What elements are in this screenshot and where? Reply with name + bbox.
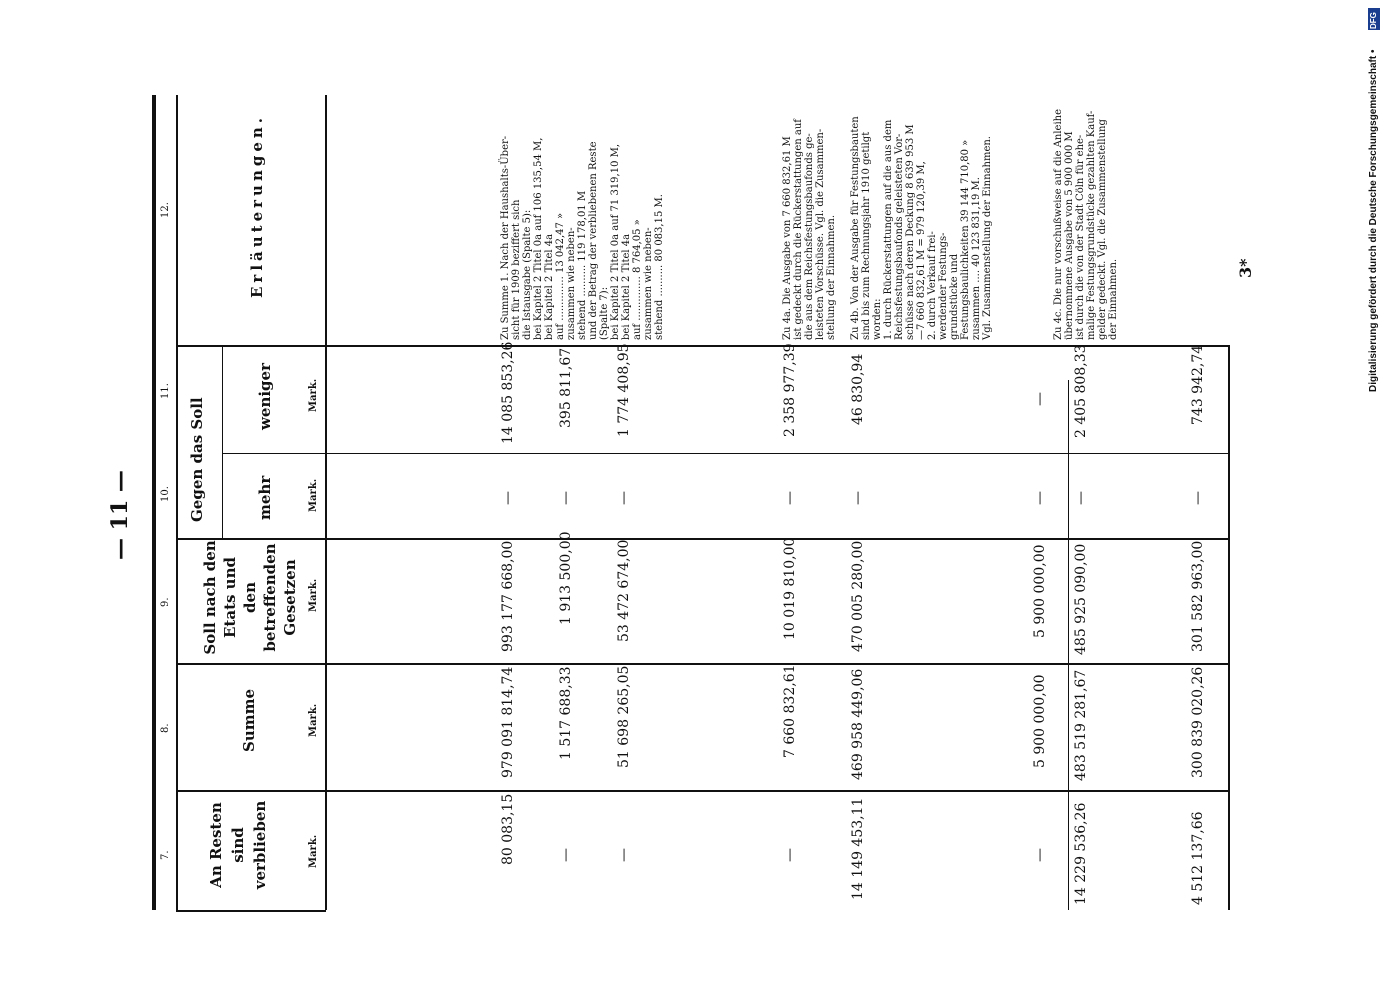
note-line: die aus dem Reichsfestungsbaufonds ge- <box>804 133 815 340</box>
note-line: stehend .......... 80 083,15 M. <box>654 194 665 340</box>
col-title-9: Soll nach den Etats und den betreffenden Gesetzen <box>201 540 299 655</box>
table-top-rule <box>152 95 156 910</box>
note-line: zusammen wie neben- <box>643 227 654 340</box>
unit-7: Mark. <box>308 834 319 868</box>
col-title-11: weniger <box>256 363 274 430</box>
group-rule <box>222 345 223 538</box>
cell-r1-c11: 14 085 853,26 <box>500 341 516 444</box>
unit-9: Mark. <box>308 578 319 612</box>
cell-r4-c11: 2 358 977,39 <box>782 343 798 437</box>
cell-r5-c7: 14 149 453,11 <box>850 797 866 900</box>
col-sep-7-8 <box>176 790 1229 792</box>
col-no-7: 7. <box>160 850 171 860</box>
cell-r5-c9: 470 005 280,00 <box>850 540 866 652</box>
cell-r6-c11: — <box>1032 392 1048 406</box>
note-line: Zu 4b. Von der Ausgabe für Festungsbauten <box>850 116 861 340</box>
note-line: sind bis zum Rechnungsjahr 1910 getilgt <box>861 131 872 340</box>
cell-r2-c11: 395 811,67 <box>558 347 574 428</box>
note-line: grundstücke und <box>949 253 960 340</box>
cell-r2-c7: — <box>558 848 574 862</box>
cell-r8-c11: 743 942,74 <box>1190 344 1206 425</box>
note-line: stehend .......... 119 178,01 M <box>577 190 588 340</box>
cell-r7-c9: 485 925 090,00 <box>1073 543 1089 655</box>
unit-10: Mark. <box>308 478 319 512</box>
note-line: (Spalte 7): <box>599 286 610 340</box>
note-line: 1. durch Rückerstattungen auf die aus dem <box>883 119 894 340</box>
cell-r6-c7: — <box>1032 848 1048 862</box>
dfg-logo: DFG <box>1368 8 1380 30</box>
sum-rule <box>1068 380 1069 910</box>
col-no-9: 9. <box>160 597 171 607</box>
cell-r4-c8: 7 660 832,61 <box>782 664 798 758</box>
note-line: leisteten Vorschüsse. Vgl. die Zusammen- <box>815 128 826 340</box>
digitization-note: Digitalisierung gefördert durch die Deutsche Forschungsgemeinschaft • <box>1368 49 1379 392</box>
note-line: übernommene Ausgabe von 5 900 000 M <box>1064 131 1075 340</box>
note-line: Festungsbaulichkeiten 39 144 710,80 » <box>960 139 971 340</box>
col-no-8: 8. <box>160 723 171 733</box>
cell-r1-c10: — <box>500 491 516 505</box>
cell-r4-c10: — <box>782 491 798 505</box>
note-line: zusammen .... 40 123 831,19 M. <box>971 177 982 340</box>
cell-r1-c7: 80 083,15 <box>500 793 516 865</box>
note-line: —7 660 832,61 M = 979 120,39 M, <box>916 161 927 340</box>
note-line: stellung der Einnahmen. <box>826 214 837 340</box>
col-sep-10-11 <box>223 453 1229 454</box>
note-4a <box>782 92 837 340</box>
note-line: Zu 4a. Die Ausgabe von 7 660 832,61 M <box>782 136 793 340</box>
cell-r8-c7: 4 512 137,66 <box>1190 811 1206 905</box>
col-sep-8-9 <box>176 663 1229 665</box>
cell-r3-c8: 51 698 265,05 <box>616 665 632 768</box>
cell-r3-c7: — <box>616 848 632 862</box>
group-header: Gegen das Soll <box>188 397 206 522</box>
note-line: sicht für 1909 beziffert sich <box>511 199 522 340</box>
cell-r6-c10: — <box>1032 491 1048 505</box>
note-4b <box>850 92 993 340</box>
cell-r5-c8: 469 958 449,06 <box>850 668 866 780</box>
note-line: bei Kapitel 2 Titel 0a auf 71 319,10 M, <box>610 143 621 340</box>
unit-8: Mark. <box>308 703 319 737</box>
cell-r8-c9: 301 582 963,00 <box>1190 540 1206 652</box>
cell-r7-c10: — <box>1073 491 1089 505</box>
cell-r4-c7: — <box>782 848 798 862</box>
table-bottom-rule <box>1228 345 1230 910</box>
note-line: Zu 4c. Die nur vorschußweise auf die Anleihe <box>1053 108 1064 340</box>
cell-r3-c11: 1 774 408,95 <box>616 343 632 437</box>
note-line: bei Kapitel 2 Titel 4a <box>544 233 555 340</box>
cell-r7-c11: 2 405 808,33 <box>1073 344 1089 438</box>
note-line: ist durch die von der Stadt Cöln für ehe- <box>1075 134 1086 340</box>
cell-r6-c8: 5 900 000,00 <box>1032 674 1048 768</box>
note-summe-1 <box>500 92 665 340</box>
note-line: worden: <box>872 298 883 340</box>
col-title-8: Summe <box>240 688 258 752</box>
table-left-edge <box>176 910 326 912</box>
note-line: Vgl. Zusammenstellung der Einnahmen. <box>982 136 993 340</box>
cell-r3-c10: — <box>616 491 632 505</box>
note-line: bei Kapitel 2 Titel 4a <box>621 233 632 340</box>
note-line: und der Betrag der verbliebenen Reste <box>588 141 599 340</box>
cell-r2-c10: — <box>558 491 574 505</box>
note-line: 2. durch Verkauf frei- <box>927 231 938 340</box>
header-rule <box>176 95 178 910</box>
col-sep-11-12 <box>176 345 1229 347</box>
page-number: — 11 — <box>107 470 133 560</box>
cell-r7-c8: 483 519 281,67 <box>1073 669 1089 781</box>
col-sep-9-10 <box>176 538 1229 540</box>
note-line: zusammen wie neben- <box>566 227 577 340</box>
cell-r8-c8: 300 839 020,26 <box>1190 666 1206 778</box>
col-no-12: 12. <box>160 202 171 218</box>
col-title-7: An Resten sind verblieben <box>207 800 269 890</box>
cell-r8-c10: — <box>1190 491 1206 505</box>
note-line: bei Kapitel 2 Titel 0a auf 106 135,54 M, <box>533 137 544 340</box>
unit-rule <box>325 95 327 910</box>
note-line: auf .............. 13 042,47 » <box>555 212 566 340</box>
signature-mark: 3* <box>1236 258 1255 278</box>
note-line: schüsse nach deren Deckung 8 639 953 M <box>905 124 916 340</box>
unit-11: Mark. <box>308 378 319 412</box>
cell-r5-c11: 46 830,94 <box>850 353 866 425</box>
note-4c <box>1053 92 1119 340</box>
cell-r4-c9: 10 019 810,00 <box>782 537 798 640</box>
note-line: Zu Summe 1. Nach der Haushalts-Über- <box>500 135 511 340</box>
note-line: malige Festungsgrundstücke gezahlten Kauf- <box>1086 110 1097 340</box>
col-title-10: mehr <box>256 475 274 520</box>
cell-r7-c7: 14 229 536,26 <box>1073 802 1089 905</box>
cell-r6-c9: 5 900 000,00 <box>1032 544 1048 638</box>
cell-r2-c9: 1 913 500,00 <box>558 531 574 625</box>
col-title-12: Erläuterungen. <box>248 113 266 298</box>
note-line: werdender Festungs- <box>938 232 949 340</box>
note-line: der Einnahmen. <box>1108 258 1119 340</box>
cell-r3-c9: 53 472 674,00 <box>616 539 632 642</box>
note-line: ist gedeckt durch die Rückerstattungen auf <box>793 119 804 340</box>
cell-r2-c8: 1 517 688,33 <box>558 666 574 760</box>
cell-r1-c9: 993 177 668,00 <box>500 540 516 652</box>
note-line: gelder gedeckt. Vgl. die Zusammenstellung <box>1097 119 1108 340</box>
cell-r5-c10: — <box>850 491 866 505</box>
note-line: auf .............. 8 764,05 » <box>632 219 643 340</box>
col-no-11: 11. <box>160 383 171 399</box>
col-no-10: 10. <box>160 486 171 502</box>
cell-r1-c8: 979 091 814,74 <box>500 666 516 778</box>
note-line: die Istausgabe (Spalte 5): <box>522 209 533 340</box>
note-line: Reichsfestungsbaufonds geleisteten Vor- <box>894 133 905 340</box>
